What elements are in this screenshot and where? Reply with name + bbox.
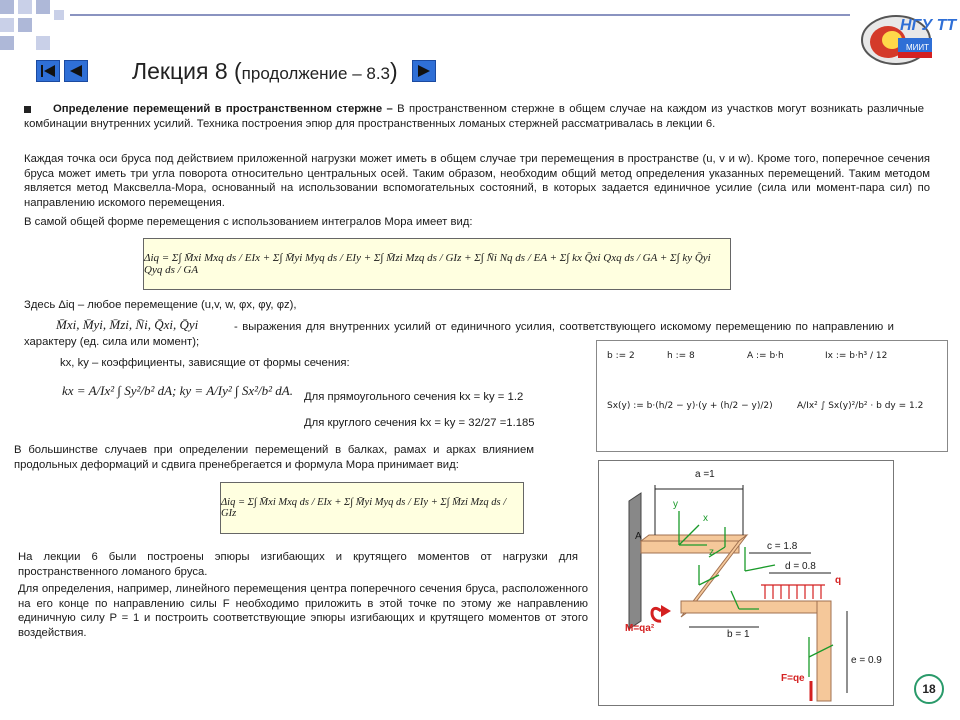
decor-square xyxy=(36,0,50,14)
circle-section-coef: Для круглого сечения kx = ky = 32/27 =1.185 xyxy=(304,417,535,429)
mohr-short-formula: Δiq = Σ∫ M̄xi Mxq ds / EIx + Σ∫ M̄yi Myq ds / EIy + Σ∫ M̄zi Mzq ds / GIz xyxy=(220,482,524,534)
decor-square xyxy=(0,36,14,50)
decor-square xyxy=(18,18,32,32)
decor-square xyxy=(36,36,50,50)
dim-c-label: c = 1.8 xyxy=(767,541,798,552)
university-logo xyxy=(858,8,957,68)
prev-slide-button[interactable] xyxy=(64,60,88,82)
dim-d-label: d = 0.8 xyxy=(785,561,816,572)
mathcad-ix: Ix := b·h³ / 12 xyxy=(825,351,888,361)
decor-square xyxy=(54,10,64,20)
svg-text:МИИТ: МИИТ xyxy=(906,43,930,52)
mathcad-calculation xyxy=(596,340,948,452)
axis-y-label: y xyxy=(673,499,678,510)
top-divider xyxy=(70,14,850,16)
spatial-frame-diagram xyxy=(598,460,894,706)
bullet-icon xyxy=(24,106,31,113)
arrow-right-icon xyxy=(418,65,430,77)
mohr-full-formula: Δiq = Σ∫ M̄xi Mxq ds / EIx + Σ∫ M̄yi Myq ds / EIy + Σ∫ M̄zi Mzq ds / GIz + Σ∫ N̄i Nq ds / EA + Σ∫ kx Q̄xi Qxq ds / GA + Σ∫ ky Q̄yi Qyq ds / GA xyxy=(143,238,731,290)
page-title: Лекция 8 (продолжение – 8.3) xyxy=(132,57,398,84)
intro-paragraph: Определение перемещений в пространственном стержне – В пространственном стержне в общем случае на каждом из участков могут возникать различные комбинации внутренних усилий. Техника построения эпюр для пространственных ломаных стержней рассматривалась в лекции 6. xyxy=(24,103,924,130)
first-slide-button[interactable] xyxy=(36,60,60,82)
dim-b-label: b = 1 xyxy=(727,629,750,640)
moment-label: M=qa² xyxy=(625,623,655,634)
mathcad-h: h := 8 xyxy=(667,351,695,361)
skip-back-icon xyxy=(41,65,43,77)
title-row xyxy=(36,56,440,86)
simplified-intro: В большинстве случаев при определении перемещений в балках, рамах и арках влиянием продольных деформаций и сдвига пренебрегается и формула Мора принимает вид: xyxy=(14,444,534,471)
page-number: 18 xyxy=(914,674,944,704)
dim-a-label: a =1 xyxy=(695,469,715,480)
dim-e-label: e = 0.9 xyxy=(851,655,882,666)
lecture6-reference: На лекции 6 были построены эпюры изгибающих и крутящего моментов от нагрузки для пространственного ломаного бруса. xyxy=(18,551,578,578)
mohr-intro: В самой общей форме перемещения с использованием интегралов Мора имеет вид: xyxy=(24,216,473,228)
coefficients-formula: kx = A/Ix² ∫ Sy²/b² dA; ky = A/Iy² ∫ Sx²/b² dA. xyxy=(62,383,293,398)
svg-text:НГУ ТТ: НГУ ТТ xyxy=(900,17,957,34)
force-label: F=qe xyxy=(781,673,805,684)
unit-efforts-description: - выражения для внутренних усилий от единичного усилия, соответствующего искомому перемещению по направлению и характеру (ед. сила или момент); xyxy=(24,321,894,348)
mathcad-a: A := b·h xyxy=(747,351,784,361)
load-q-label: q xyxy=(835,575,842,586)
decor-square xyxy=(0,18,14,32)
decor-square xyxy=(0,0,14,14)
displacement-paragraph: Каждая точка оси бруса под действием приложенной нагрузки может иметь в общем случае три перемещения в пространстве (u, v и w). Кроме того, поперечное сечения бруса может иметь три угла поворота относительно центральных осей. Таким образом, необходим общий метод определения указанных перемещений. Таким методом является метод Максвелла-Мора, основанный на использовании вспомогательных состояний, в которых задается единичное усилие (сила или момент-пара сил) по направлению искомого перемещения. xyxy=(24,153,930,209)
decor-square xyxy=(18,0,32,14)
unit-efforts-symbols: M̄xi, M̄yi, M̄zi, N̄i, Q̄xi, Q̄yi xyxy=(56,317,199,332)
delta-description: Здесь Δiq – любое перемещение (u,v, w, φx, φy, φz), xyxy=(24,299,297,311)
axis-x-label: x xyxy=(703,513,708,524)
unit-force-explanation: Для определения, например, линейного перемещения центра поперечного сечения бруса, расположенного на его конце по направлению силы F необходимо приложить в этой точке по этому же направлению единичную силу P = 1 и построить соответствующие эпюры изгибающих и крутящего моментов от этого воздействия. xyxy=(18,583,588,639)
next-slide-button[interactable] xyxy=(412,60,436,82)
mathcad-result: A/Ix² ∫ Sx(y)²/b² · b dy = 1.2 xyxy=(797,401,924,411)
mathcad-b: b := 2 xyxy=(607,351,635,361)
arrow-left-icon xyxy=(70,65,82,77)
coefficients-description: kx, ky – коэффициенты, зависящие от формы сечения: xyxy=(60,357,350,369)
axis-z-label: z xyxy=(709,547,714,558)
rect-section-coef: Для прямоугольного сечения kx = ky = 1.2 xyxy=(304,391,524,403)
mathcad-sx: Sx(y) := b·(h/2 − y)·(y + (h/2 − y)/2) xyxy=(607,401,773,411)
support-a-label: A xyxy=(635,531,642,542)
